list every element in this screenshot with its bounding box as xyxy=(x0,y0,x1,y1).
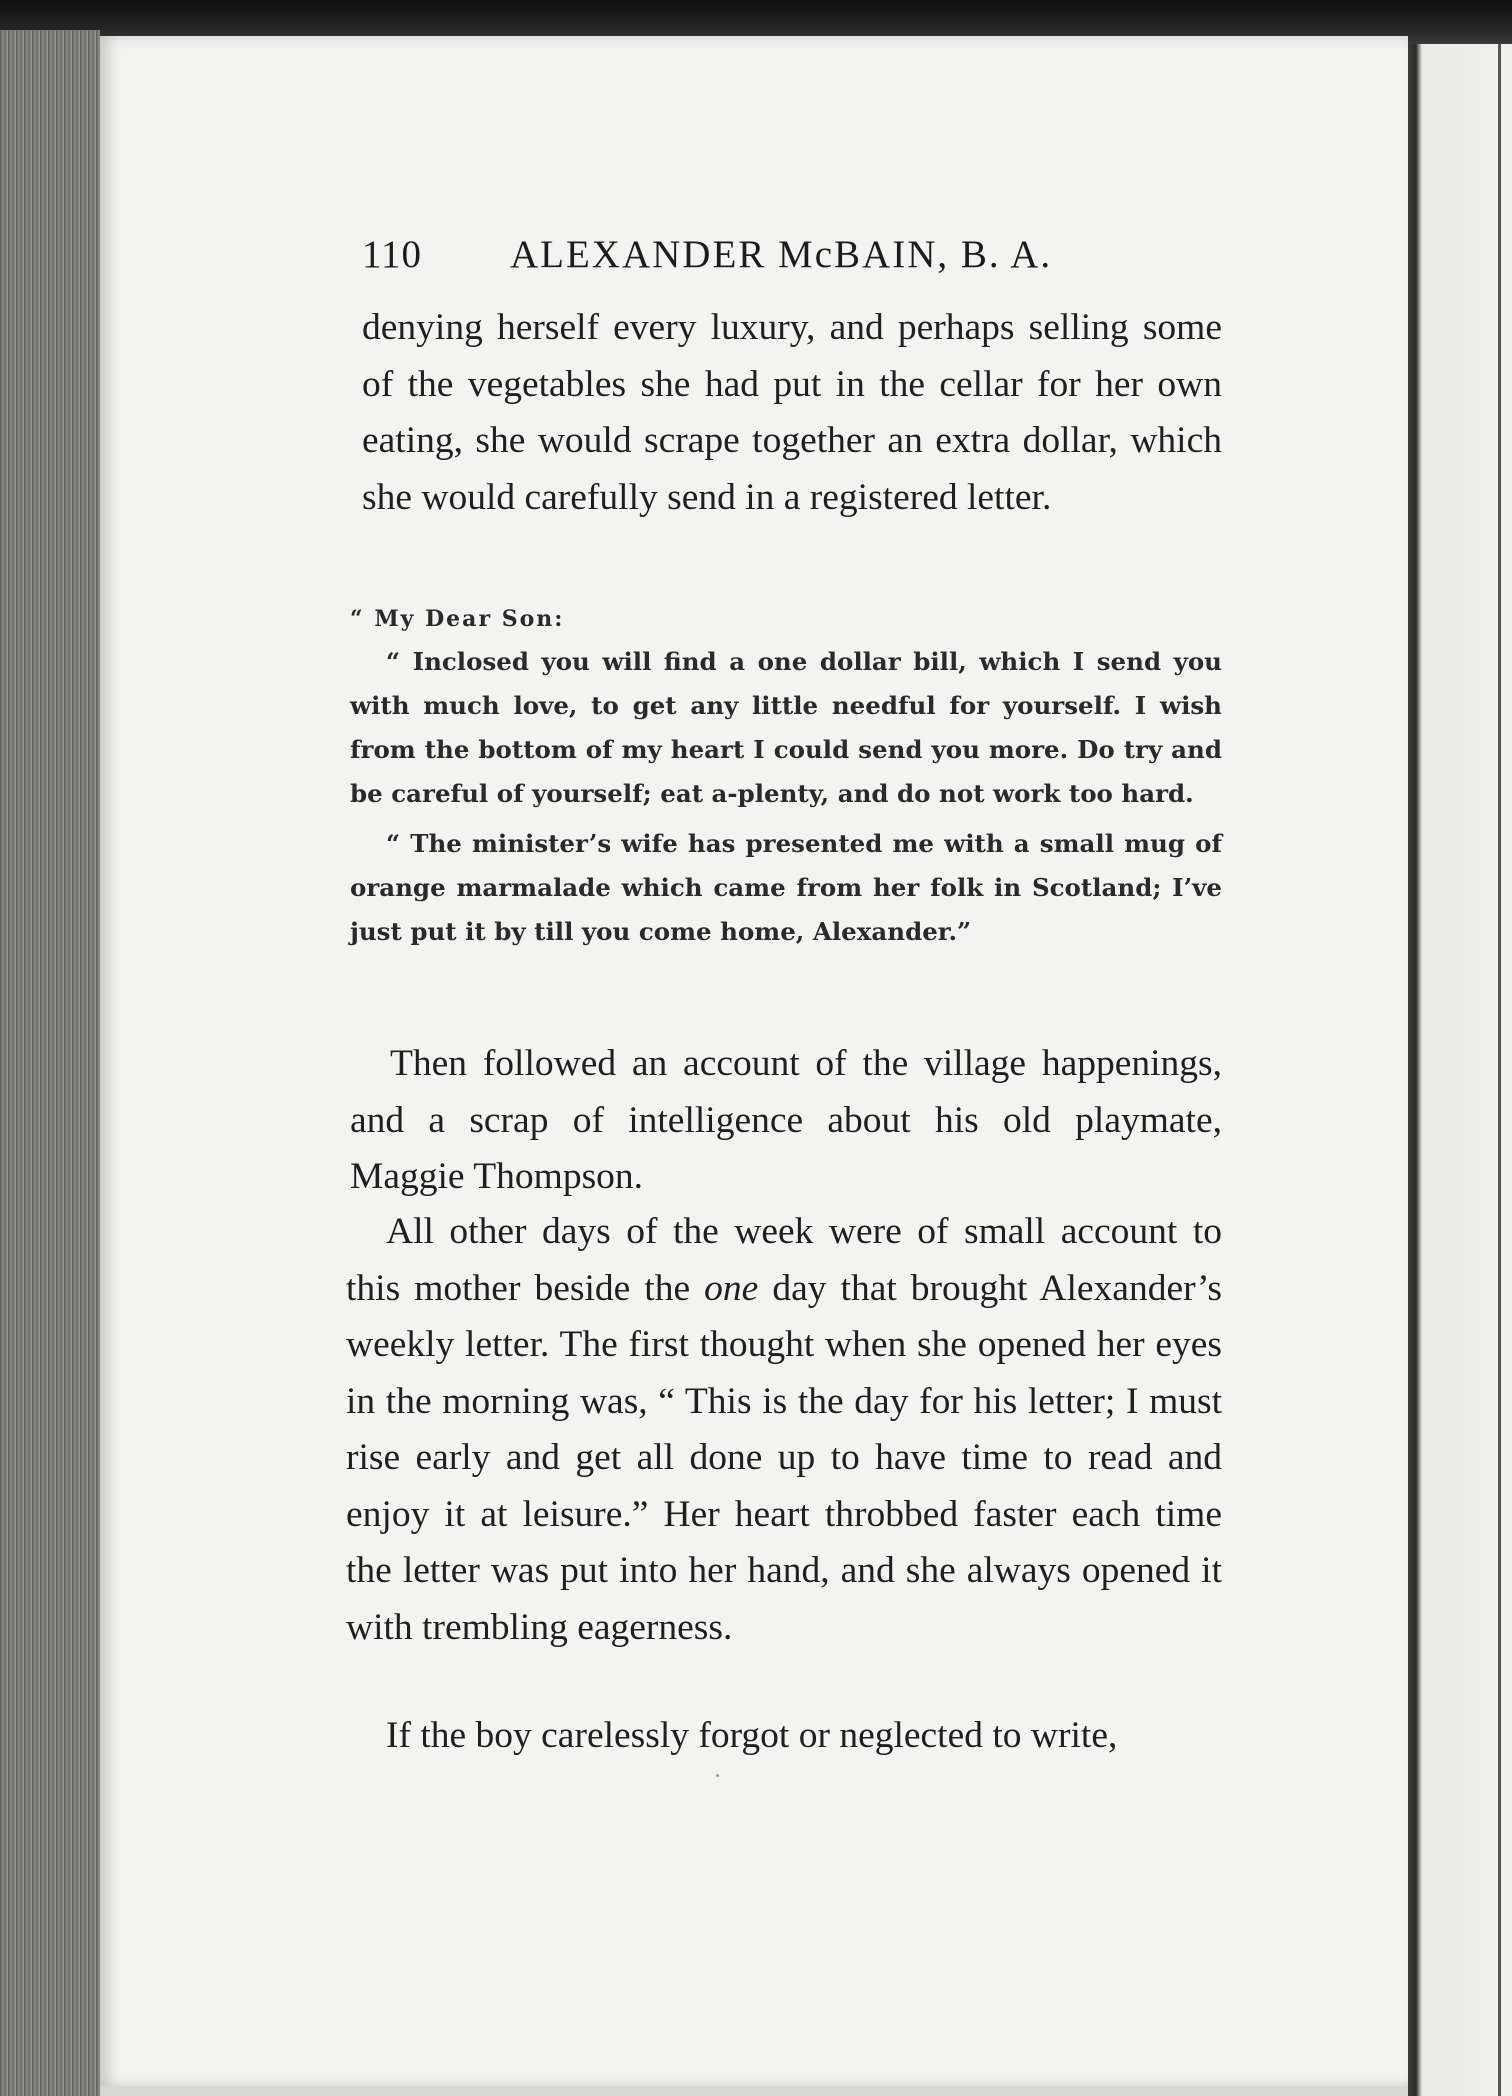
book-page-edge-right xyxy=(1408,44,1512,2096)
letter-paragraph-2: “ The minister’s wife has presented me with a small mug of orange marmalade which came from her folk in Scotland; I’ve just put it by till you come home, Alexander.” xyxy=(350,829,1222,946)
letter-block xyxy=(350,606,1222,954)
page-number: 110 xyxy=(362,233,423,276)
paragraph-4-block xyxy=(346,1708,1222,1765)
paragraph-3-start: All other days of the week were of small account to this mother beside the xyxy=(346,1211,1222,1309)
running-title: ALEXANDER McBAIN, B. A. xyxy=(510,233,1053,276)
paragraph-3-block xyxy=(346,1204,1222,1656)
paragraph-4: If the boy carelessly forgot or neglected to write, xyxy=(386,1715,1118,1756)
book-spine-line xyxy=(1498,44,1501,2096)
scan-speck xyxy=(716,1774,719,1777)
paragraph-1-block xyxy=(362,300,1222,526)
book-page-edges-left xyxy=(0,30,100,2096)
paragraph-1: denying herself every luxury, and perhaps selling some of the vegetables she had put in the cellar for her own eating, she would scrape together an extra dollar, which she would carefully send in a registered letter. xyxy=(362,307,1222,518)
paragraph-3-emphasis: one xyxy=(704,1267,759,1309)
paragraph-2-block xyxy=(350,1036,1222,1206)
paragraph-3-end: day that brought Alexander’s weekly letter. The first thought when she opened her eyes in the morning was, “ This is the day for his letter; I must rise early and get all done up to have time to read and enjoy it at leisure.” Her heart throbbed faster each time the letter was put into her hand, and she always opened it with trembling eagerness. xyxy=(346,1267,1222,1648)
paragraph-3 xyxy=(346,1204,1222,1656)
letter-salutation: “ My Dear Son: xyxy=(350,606,565,632)
letter-paragraph-1: “ Inclosed you will find a one dollar bill, which I send you with much love, to get any little needful for yourself. I wish from the bottom of my heart I could send you more. Do try and be careful of yourself; eat a-plenty, and do not work too hard. xyxy=(350,647,1222,808)
paragraph-2: Then followed an account of the village happenings, and a scrap of intelligence about his old playmate, Maggie Thompson. xyxy=(350,1043,1222,1197)
